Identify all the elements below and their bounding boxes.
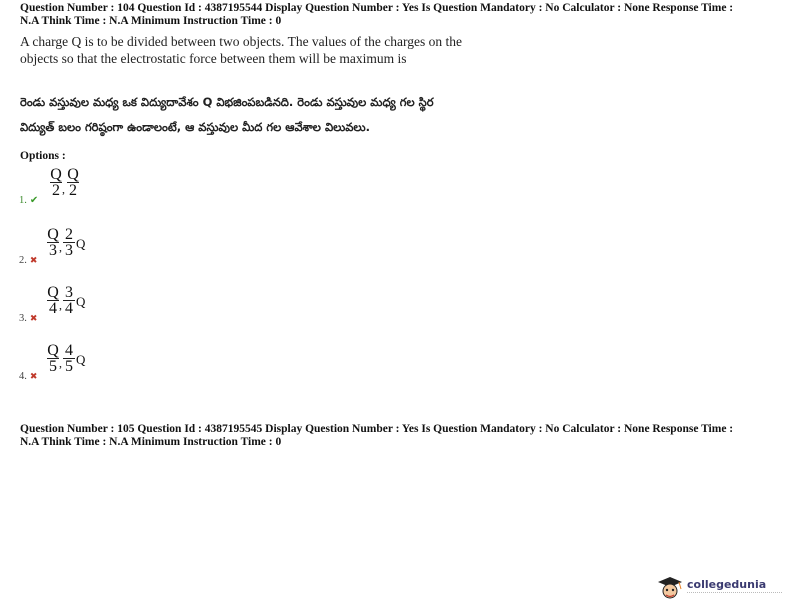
question-104-header-line1: Question Number : 104 Question Id : 4387195544 Display Question Number : Yes Is Question Mandatory : No Calculator : None Response Time :	[20, 2, 734, 14]
option-2-f2-denominator: 3	[65, 242, 73, 259]
question-105-header	[20, 423, 780, 449]
question-105-header-line2: N.A Think Time : N.A Minimum Instruction Time : 0	[20, 436, 282, 448]
check-icon: ✔	[29, 195, 39, 206]
option-1-number	[19, 195, 38, 206]
option-4-num-text: 4.	[19, 371, 27, 382]
option-2-fraction-2	[63, 228, 75, 257]
option-1-fraction-1	[50, 168, 62, 197]
option-2-f1-numerator: Q	[47, 226, 59, 243]
question-105-header-line1: Question Number : 105 Question Id : 4387195545 Display Question Number : Yes Is Question Mandatory : No Calculator : None Response Time :	[20, 423, 734, 435]
option-3-f2-denominator: 4	[65, 300, 73, 317]
option-2-f2-numerator: 2	[65, 226, 73, 243]
option-2-f1-denominator: 3	[49, 242, 57, 259]
option-4-f1-numerator: Q	[47, 342, 59, 359]
option-3-number	[19, 313, 37, 324]
logo-tagline-line	[687, 592, 782, 596]
option-1-f1-denominator: 2	[52, 182, 60, 199]
option-3-comma: ,	[59, 298, 62, 312]
option-2-comma: ,	[59, 240, 62, 254]
options-label: Options :	[20, 150, 66, 162]
option-4-fraction-2	[63, 344, 75, 373]
option-1-comma: ,	[62, 182, 65, 196]
option-4-f1-denominator: 5	[49, 358, 57, 375]
option-1-f2-numerator: Q	[67, 166, 79, 183]
option-4-f2-numerator: 4	[65, 342, 73, 359]
option-3-num-text: 3.	[19, 313, 27, 324]
option-2-number	[19, 255, 37, 266]
question-104-header	[20, 2, 780, 28]
question-text-en-line1: A charge Q is to be divided between two objects. The values of the charges on the	[20, 34, 463, 49]
question-104-text-english	[20, 33, 720, 67]
question-104-text-telugu	[20, 90, 760, 140]
cross-icon: ✖	[29, 372, 38, 382]
option-2-num-text: 2.	[19, 255, 27, 266]
option-3-fraction-2	[63, 286, 75, 315]
cross-icon: ✖	[29, 314, 38, 324]
option-2-suffix: Q	[76, 236, 86, 251]
option-1-num-text: 1.	[19, 195, 27, 206]
question-text-te-line1: రెండు వస్తువుల మధ్య ఒక విద్యుదావేశం Q విభజింపబడినది. రెండు వస్తువుల మధ్య గల స్థిర	[20, 95, 434, 109]
option-2-fraction-1	[47, 228, 59, 257]
cross-icon: ✖	[29, 256, 38, 266]
option-4-f2-denominator: 5	[65, 358, 73, 375]
option-3-f1-numerator: Q	[47, 284, 59, 301]
option-3-fraction-1	[47, 286, 59, 315]
option-3-suffix: Q	[76, 294, 86, 309]
option-4-fraction-1	[47, 344, 59, 373]
option-1-f2-denominator: 2	[69, 182, 77, 199]
option-1-fraction-2	[67, 168, 79, 197]
option-3-f2-numerator: 3	[65, 284, 73, 301]
collegedunia-logo-text: collegedunia	[687, 578, 767, 591]
option-3-f1-denominator: 4	[49, 300, 57, 317]
collegedunia-logo	[655, 576, 785, 604]
option-4-suffix: Q	[76, 352, 86, 367]
option-4-number	[19, 371, 37, 382]
collegedunia-mascot-icon	[655, 576, 685, 602]
option-1-f1-numerator: Q	[50, 166, 62, 183]
question-text-te-line2: విద్యుత్ బలం గరిష్ఠంగా ఉండాలంటే, ఆ వస్తువుల మీద గల ఆవేశాల విలువలు.	[20, 120, 370, 134]
question-text-en-line2: objects so that the electrostatic force between them will be maximum is	[20, 51, 407, 66]
question-104-header-line2: N.A Think Time : N.A Minimum Instruction Time : 0	[20, 15, 282, 27]
option-4-comma: ,	[59, 356, 62, 370]
